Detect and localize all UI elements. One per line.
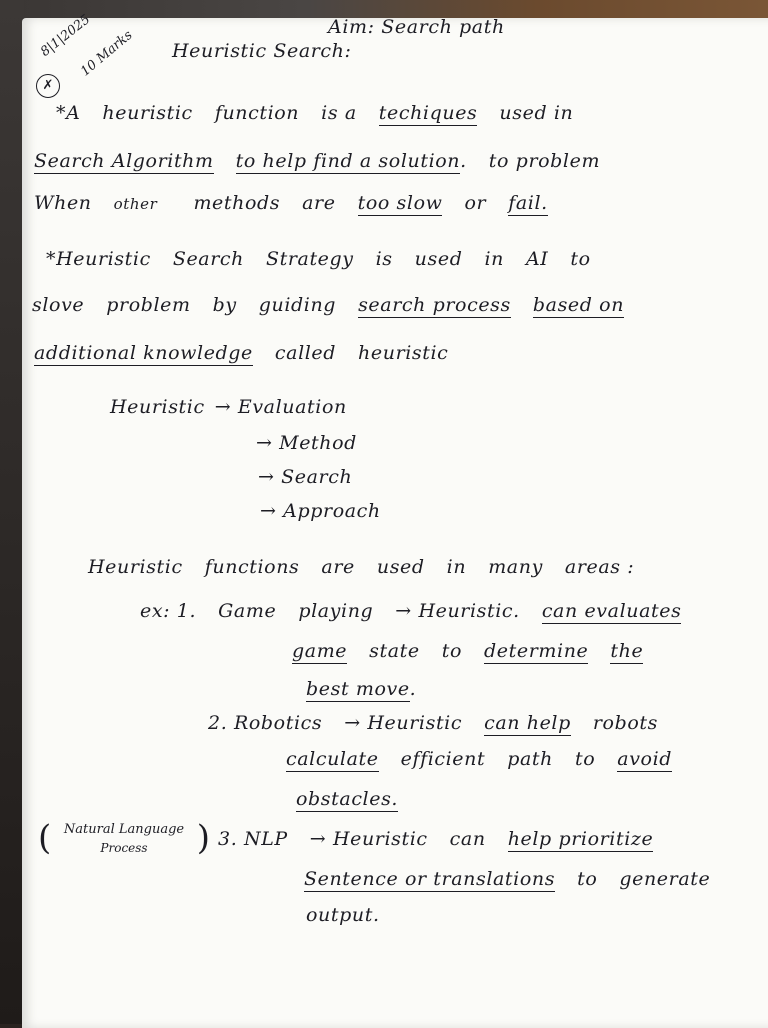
ex2-line2: calculate efficient path to avoid <box>286 748 673 770</box>
areas-intro: Heuristic functions are used in many areas : <box>88 556 635 578</box>
ex2-line1: 2. Robotics → Heuristic can help robots <box>208 712 658 734</box>
page-title: Heuristic Search: <box>172 40 352 62</box>
ex1-line3: best move. <box>306 678 417 700</box>
ex3-line1: 3. NLP → Heuristic can help prioritize <box>218 828 654 850</box>
aim-line: Aim: Search path <box>328 16 505 38</box>
ex1-line1: ex: 1. Game playing → Heuristic. can evaluates <box>140 600 682 622</box>
ex1-line2: game state to determine the <box>292 640 644 662</box>
list-item-evaluation: → Evaluation <box>214 396 347 418</box>
ex3-line2: Sentence or translations to generate <box>304 868 711 890</box>
notebook-page <box>22 12 768 1028</box>
list-head: Heuristic → Evaluation <box>110 396 347 418</box>
para1-line1: *A heuristic function is a techiques used in <box>56 102 574 124</box>
ex3-line3: output. <box>306 904 380 926</box>
margin-date: 8|1|2025 <box>38 12 94 60</box>
photo-background-left <box>0 0 24 1024</box>
para1-line3: When other methods are too slow or fail. <box>34 192 548 214</box>
para1-line2: Search Algorithm to help find a solution. to problem <box>34 150 601 172</box>
nlp-margin-note: ( Natural Language Process ) <box>40 818 208 870</box>
margin-marks: 10 Marks <box>78 27 136 80</box>
list-item-method: → Method <box>256 432 357 454</box>
list-item-approach: → Approach <box>260 500 381 522</box>
ex2-line3: obstacles. <box>296 788 399 810</box>
list-item-search: → Search <box>258 466 353 488</box>
circled-mark-icon: ✗ <box>36 74 60 98</box>
para2-line1: *Heuristic Search Strategy is used in AI to <box>46 248 591 270</box>
para2-line3: additional knowledge called heuristic <box>34 342 449 364</box>
para2-line2: slove problem by guiding search process based on <box>32 294 625 316</box>
